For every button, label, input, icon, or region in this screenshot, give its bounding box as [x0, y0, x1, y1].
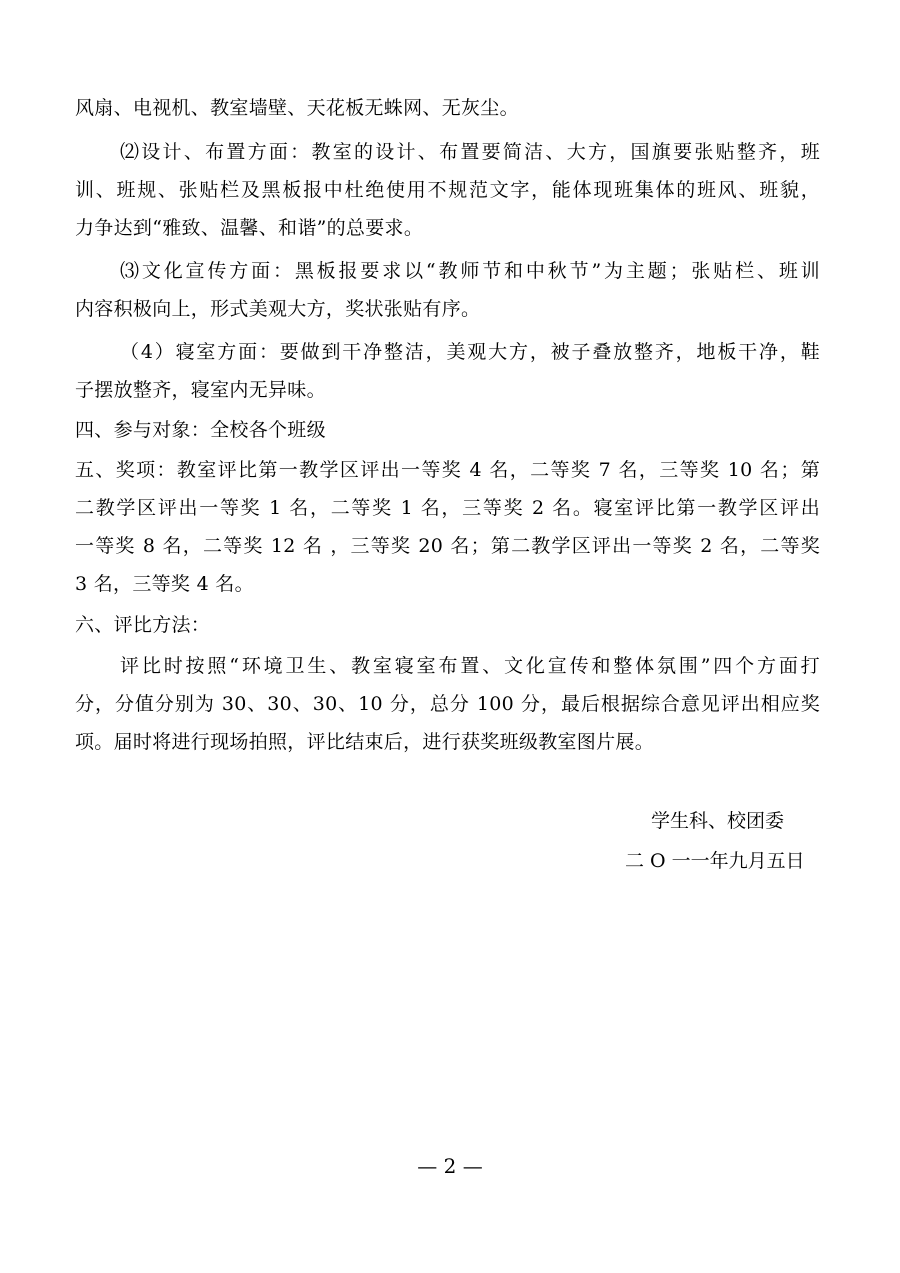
paragraph-line: 五、奖项：教室评比第一教学区评出一等奖 4 名，二等奖 7 名，三等奖 10 名；第: [75, 459, 820, 481]
paragraph-line: 分，分值分别为 30、30、30、10 分，总分 100 分，最后根据综合意见评出相应奖: [75, 693, 820, 715]
paragraph-line: 3 名，三等奖 4 名。: [75, 573, 254, 595]
section-heading: 四、参与对象：全校各个班级: [75, 419, 326, 441]
paragraph-line: 评比时按照“环境卫生、教室寝室布置、文化宣传和整体氛围”四个方面打: [120, 655, 820, 677]
paragraph-line: 力争达到“雅致、温馨、和谐”的总要求。: [75, 217, 424, 239]
paragraph-line: （4）寝室方面：要做到干净整洁，美观大方，被子叠放整齐，地板干净，鞋: [120, 341, 820, 363]
paragraph-line: ⑵设计、布置方面：教室的设计、布置要简洁、大方，国旗要张贴整齐，班: [120, 141, 820, 163]
signature-org: 学生科、校团委: [651, 810, 785, 832]
paragraph-line: 子摆放整齐，寝室内无异味。: [75, 379, 326, 401]
paragraph-line: ⑶文化宣传方面：黑板报要求以“教师节和中秋节”为主题；张贴栏、班训: [120, 260, 820, 282]
signature-date: 二 O 一一年九月五日: [625, 850, 805, 872]
section-heading: 六、评比方法：: [75, 614, 211, 636]
paragraph-line: 项。届时将进行现场拍照，评比结束后，进行获奖班级教室图片展。: [75, 731, 655, 753]
paragraph-line: 二教学区评出一等奖 1 名，二等奖 1 名，三等奖 2 名。寝室评比第一教学区评出: [75, 497, 820, 519]
paragraph-line: 一等奖 8 名，二等奖 12 名 ，三等奖 20 名；第二教学区评出一等奖 2 名，二等奖: [75, 535, 820, 557]
paragraph-line: 训、班规、张贴栏及黑板报中杜绝使用不规范文字，能体现班集体的班风、班貌，: [75, 179, 820, 201]
page-number: — 2 —: [417, 1154, 483, 1178]
paragraph-line: 内容积极向上，形式美观大方，奖状张贴有序。: [75, 298, 481, 320]
paragraph-line: 风扇、电视机、教室墙壁、天花板无蛛网、无灰尘。: [75, 97, 519, 119]
